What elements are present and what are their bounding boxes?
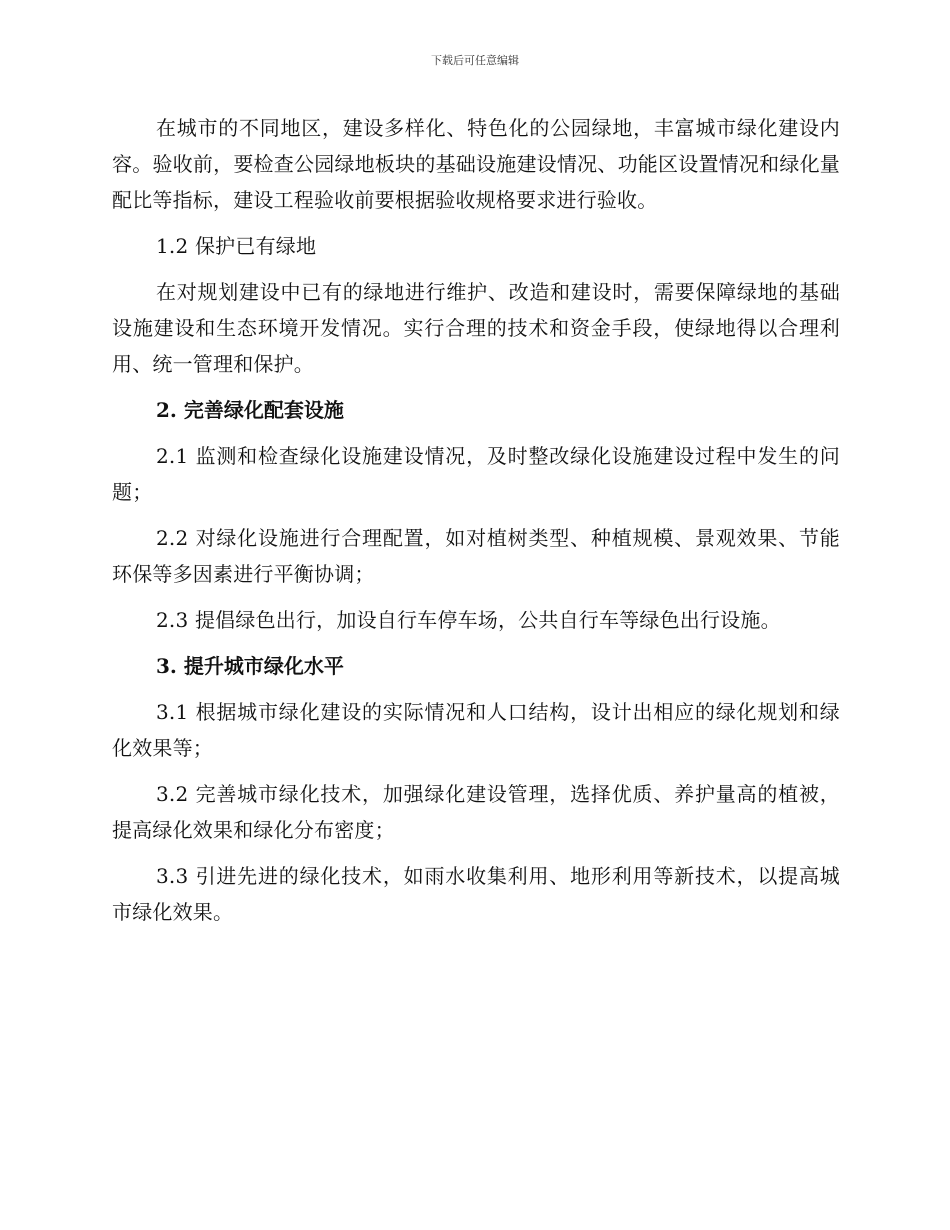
paragraph-park-greenland: 在城市的不同地区，建设多样化、特色化的公园绿地，丰富城市绿化建设内容。验收前，要检查公园绿地板块的基础设施建设情况、功能区设置情况和绿化量配比等指标，建设工程验收前要根据验收规格要求进行验收。 <box>112 116 840 212</box>
item-3-1: 3.1 根据城市绿化建设的实际情况和人口结构，设计出相应的绿化规划和绿化效果等； <box>112 700 840 760</box>
heading-section-2: 2. 完善绿化配套设施 <box>156 398 344 422</box>
paragraph-protect-greenland: 在对规划建设中已有的绿地进行维护、改造和建设时，需要保障绿地的基础设施建设和生态环境开发情况。实行合理的技术和资金手段，使绿地得以合理利用、统一管理和保护。 <box>112 280 840 376</box>
heading-section-3: 3. 提升城市绿化水平 <box>156 654 344 678</box>
item-2-3: 2.3 提倡绿色出行，加设自行车停车场，公共自行车等绿色出行设施。 <box>156 608 781 632</box>
item-3-3: 3.3 引进先进的绿化技术，如雨水收集利用、地形利用等新技术，以提高城市绿化效果。 <box>112 864 840 924</box>
document-body <box>112 110 840 940</box>
item-3-2: 3.2 完善城市绿化技术，加强绿化建设管理，选择优质、养护量高的植被，提高绿化效果和绿化分布密度； <box>112 782 840 842</box>
section-1-2-title: 1.2 保护已有绿地 <box>156 234 317 258</box>
item-2-2: 2.2 对绿化设施进行合理配置，如对植树类型、种植规模、景观效果、节能环保等多因素进行平衡协调； <box>112 526 840 586</box>
page-header: 下载后可任意编辑 <box>431 54 519 67</box>
item-2-1: 2.1 监测和检查绿化设施建设情况，及时整改绿化设施建设过程中发生的问题； <box>112 444 840 504</box>
